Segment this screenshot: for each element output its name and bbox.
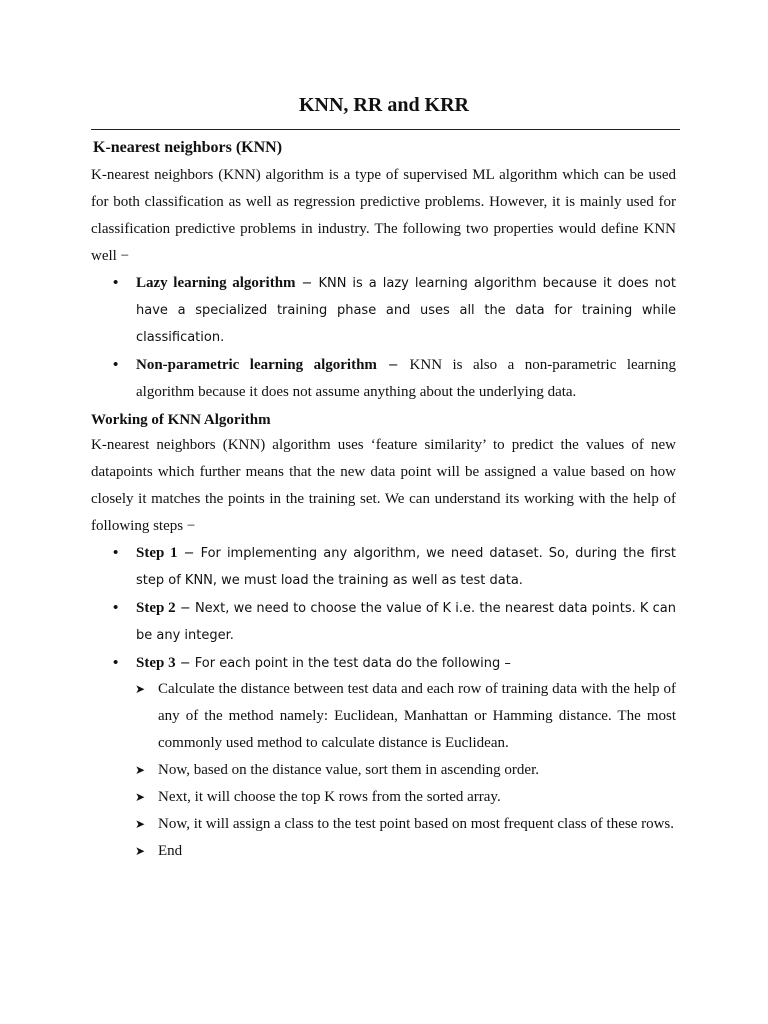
property-term: Lazy learning algorithm	[136, 275, 296, 291]
page-title: KNN, RR and KRR	[298, 94, 470, 116]
arrow-bullet-icon: ➤	[135, 844, 146, 858]
property-text: KNN is also a non-parametric learning algorithm because it does not assume anything about the underlying data.	[136, 357, 676, 400]
steps-list	[91, 540, 676, 678]
list-item: ➤ Next, it will choose the top K rows from the sorted array.	[135, 784, 676, 811]
property-term: Non-parametric learning algorithm	[136, 357, 377, 373]
list-item: ➤ Calculate the distance between test data and each row of training data with the help of any of the method namely: Euclidean, Manhattan or Hamming distance. The most commonly used method to calculate distance is Euclidean.	[135, 676, 676, 757]
arrow-bullet-icon: ➤	[135, 790, 146, 804]
list-item: ➤ End	[135, 838, 676, 865]
step-text: Next, we need to choose the value of K i.e. the nearest data points. K can be any integer.	[136, 601, 676, 643]
list-item: • Lazy learning algorithm − KNN is a lazy learning algorithm because it does not have a specialized training phase and uses all the data for training while classification.	[91, 270, 676, 351]
list-item: ➤ Now, based on the distance value, sort them in ascending order.	[135, 757, 676, 784]
knn-intro-paragraph: K-nearest neighbors (KNN) algorithm is a type of supervised ML algorithm which can be used for both classification as well as regression predictive problems. However, it is mainly used for classification predictive problems in industry. The following two properties would define KNN well −	[91, 167, 676, 264]
property-text: KNN is a lazy learning algorithm because it does not have a specialized training phase and uses all the data for training while classification.	[136, 276, 676, 345]
list-item: • Step 2 − Next, we need to choose the value of K i.e. the nearest data points. K can be any integer.	[91, 595, 676, 649]
step-term: Step 2	[136, 600, 176, 616]
arrow-bullet-icon: ➤	[135, 763, 146, 777]
list-item: ➤ Now, it will assign a class to the test point based on most frequent class of these rows.	[135, 811, 676, 838]
list-item: • Step 3 − For each point in the test data do the following –	[91, 650, 676, 677]
bullet-icon: •	[113, 600, 119, 616]
section-heading-knn: K-nearest neighbors (KNN)	[93, 139, 283, 156]
step-text: For implementing any algorithm, we need dataset. So, during the first step of KNN, we must load the training as well as test data.	[136, 546, 676, 588]
list-item: • Non-parametric learning algorithm − KNN is also a non-parametric learning algorithm because it does not assume anything about the underlying data.	[91, 352, 676, 406]
step-text: For each point in the test data do the following –	[194, 656, 511, 671]
bullet-icon: •	[113, 655, 119, 671]
knn-properties-list	[91, 270, 676, 407]
working-intro-paragraph: K-nearest neighbors (KNN) algorithm uses ‘feature similarity’ to predict the values of new datapoints which further means that the new data point will be assigned a value based on how closely it matches the points in the training set. We can understand its working with the help of following steps −	[91, 437, 676, 534]
substeps-list	[135, 676, 676, 865]
bullet-icon: •	[113, 357, 119, 373]
section-heading-working: Working of KNN Algorithm	[91, 412, 271, 428]
list-item: • Step 1 − For implementing any algorithm, we need dataset. So, during the first step of KNN, we must load the training as well as test data.	[91, 540, 676, 594]
step-term: Step 1	[136, 545, 178, 561]
bullet-icon: •	[113, 545, 119, 561]
arrow-bullet-icon: ➤	[135, 817, 146, 831]
arrow-bullet-icon: ➤	[135, 682, 146, 696]
step-term: Step 3	[136, 655, 176, 671]
bullet-icon: •	[113, 275, 119, 291]
title-divider	[91, 129, 680, 130]
